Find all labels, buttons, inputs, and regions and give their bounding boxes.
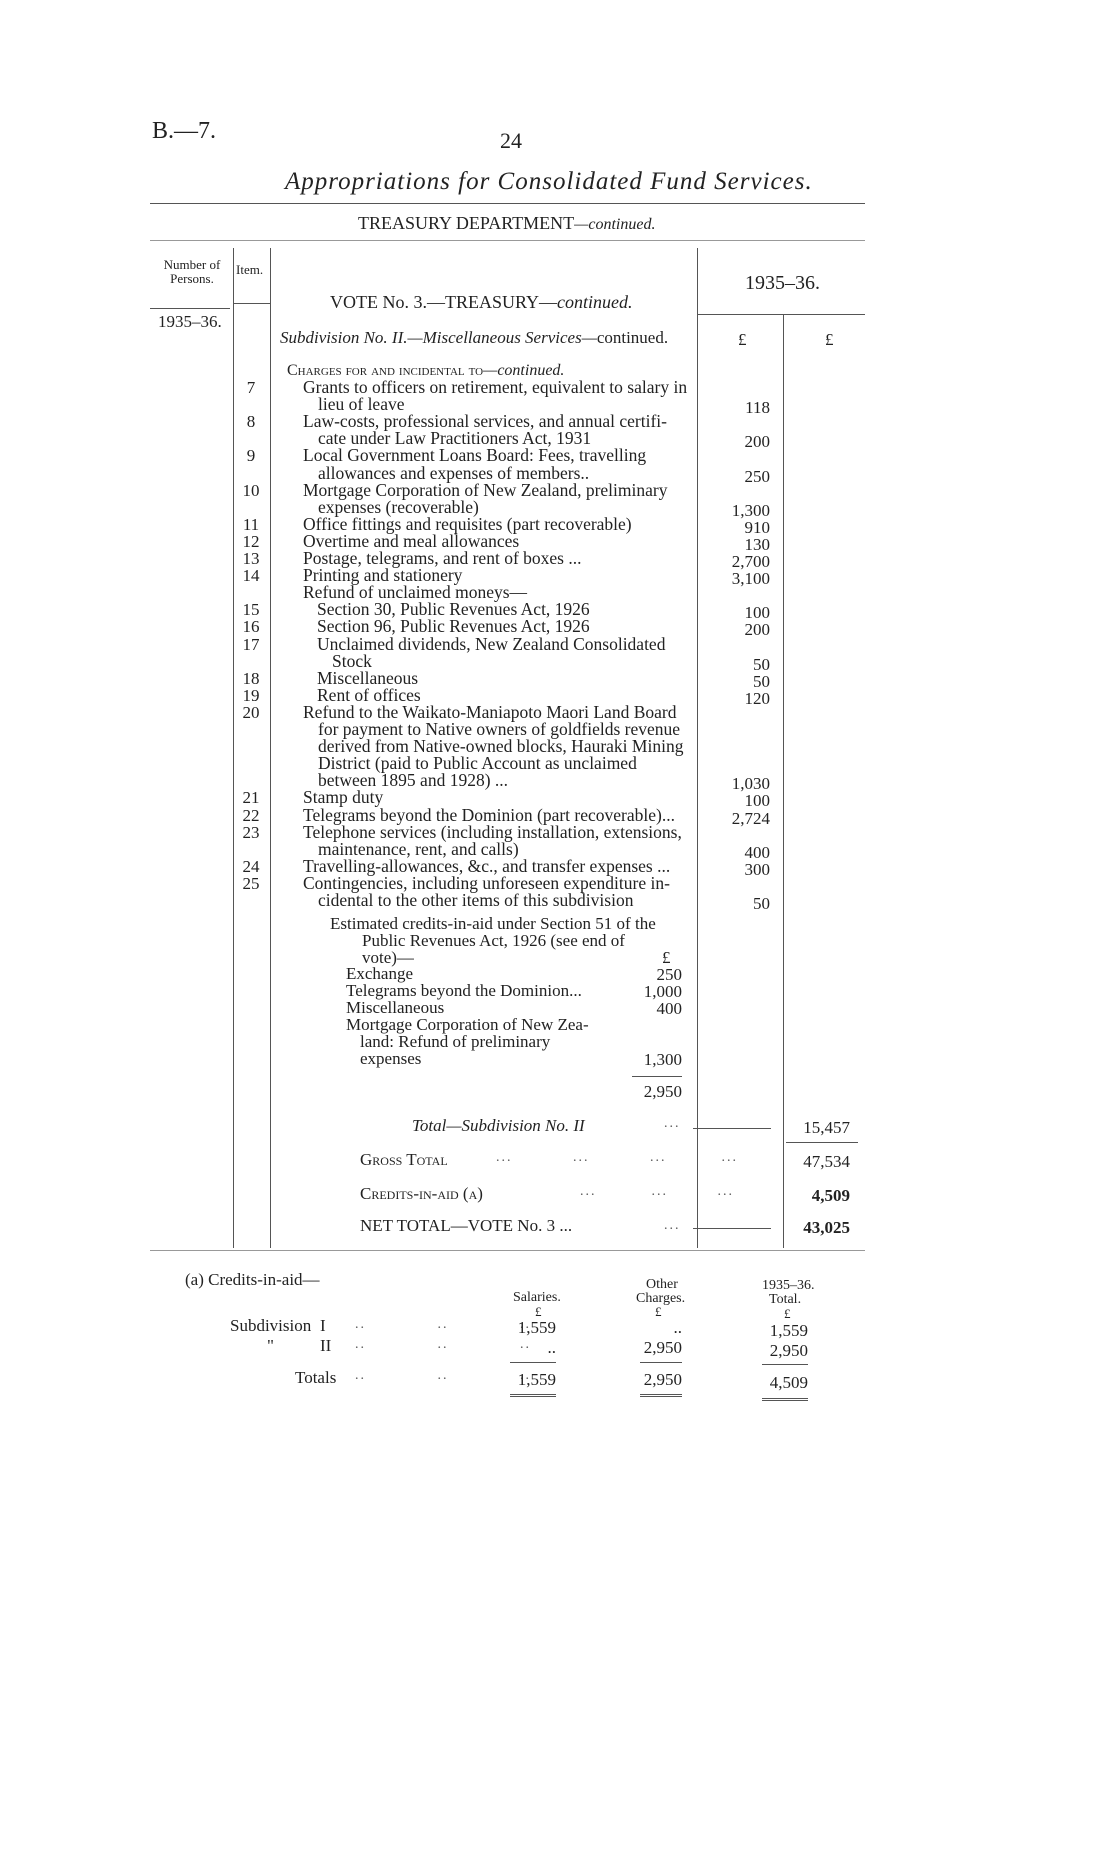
footnote-rule bbox=[640, 1394, 682, 1397]
persons-header-rule bbox=[150, 308, 230, 309]
pound-col-2: £ bbox=[825, 330, 834, 349]
footnote-col-salaries: Salaries. bbox=[513, 1290, 561, 1305]
credits-total-rule bbox=[632, 1076, 682, 1077]
item-number: 11 bbox=[242, 514, 260, 534]
footnote-row-number: II bbox=[320, 1336, 332, 1355]
item-description: Law-costs, professional services, and annual certifi- bbox=[303, 411, 667, 432]
charges-heading-text: Charges for and incidental to bbox=[287, 362, 484, 379]
item-description: cidental to the other items of this subdivision bbox=[318, 890, 634, 910]
pound-col-1: £ bbox=[738, 330, 747, 349]
footnote-row-total: 2,950 bbox=[769, 1341, 808, 1360]
item-number: 22 bbox=[242, 805, 260, 825]
footnote-col-other-2: Charges. bbox=[636, 1291, 686, 1306]
item-amount: 130 bbox=[744, 534, 770, 554]
item-description: Office fittings and requisites (part recoverable) bbox=[303, 513, 632, 534]
item-description: Rent of offices bbox=[317, 684, 421, 705]
item-number: 21 bbox=[242, 788, 260, 808]
item-description: for payment to Native owners of goldfields revenue bbox=[318, 719, 681, 739]
item-amount: 2,700 bbox=[731, 552, 770, 571]
col-rule-3 bbox=[697, 248, 698, 1248]
title-rule bbox=[150, 203, 865, 204]
item-number: 19 bbox=[242, 685, 260, 705]
credits-row-amount: 1,300 bbox=[643, 1050, 682, 1069]
department-continued: —continued. bbox=[574, 216, 656, 233]
footnote-row-other: 2,950 bbox=[643, 1338, 682, 1357]
footnote-col-other-1: Other bbox=[646, 1277, 678, 1292]
item-amount: 1,030 bbox=[731, 774, 770, 794]
footnote-row-label: Subdivision bbox=[230, 1316, 312, 1335]
item-header: Item. bbox=[236, 262, 264, 277]
footnote-totals-other: 2,950 bbox=[643, 1370, 682, 1389]
col-rule-1 bbox=[233, 248, 234, 1248]
credits-heading-line: vote)— bbox=[362, 948, 414, 967]
table-top-rule bbox=[150, 240, 865, 241]
item-number: 13 bbox=[242, 549, 260, 568]
item-description: District (paid to Public Account as unclaimed bbox=[318, 753, 637, 774]
footnote-rule bbox=[762, 1398, 808, 1401]
footnote-pound-3: £ bbox=[784, 1306, 791, 1321]
item-amount: 50 bbox=[753, 654, 770, 674]
item-amount: 910 bbox=[744, 517, 770, 537]
item-amount: 1,300 bbox=[731, 500, 770, 520]
year-right-header: 1935–36. bbox=[745, 272, 820, 294]
item-description: Telegrams beyond the Dominion (part recoverable)... bbox=[303, 804, 675, 825]
credits-in-aid-value: 4,509 bbox=[811, 1186, 850, 1205]
leader-dots: .. .. .. bbox=[355, 1368, 531, 1383]
item-number: 14 bbox=[242, 566, 260, 586]
item-description: lieu of leave bbox=[318, 394, 405, 415]
item-description: Section 96, Public Revenues Act, 1926 bbox=[317, 616, 590, 637]
gross-total-value: 47,534 bbox=[803, 1152, 850, 1171]
footnote-pound-2: £ bbox=[655, 1304, 662, 1319]
footnote-totals-total: 4,509 bbox=[769, 1373, 808, 1392]
item-amount: 3,100 bbox=[731, 569, 770, 589]
item-description: allowances and expenses of members.. bbox=[318, 462, 590, 483]
item-description: Travelling-allowances, &c., and transfer expenses ... bbox=[303, 855, 671, 876]
item-description: Local Government Loans Board: Fees, travelling bbox=[303, 445, 647, 466]
credits-row-label: land: Refund of preliminary bbox=[360, 1032, 551, 1051]
subdivision-title-continued: continued. bbox=[596, 328, 669, 347]
amount-header-rule bbox=[697, 314, 865, 315]
vote-title-text: VOTE No. 3.—TREASURY— bbox=[330, 292, 558, 312]
leader-dots: .. .. .. bbox=[355, 1337, 531, 1352]
credits-row-amount: 250 bbox=[656, 965, 682, 984]
footnote-title bbox=[185, 1270, 320, 1290]
item-amount: 2,724 bbox=[731, 808, 770, 828]
leader-dots: .. .. .. bbox=[355, 1317, 531, 1332]
footnote-rule bbox=[510, 1394, 556, 1397]
item-number: 25 bbox=[242, 873, 260, 893]
item-header-rule bbox=[233, 303, 270, 304]
item-number: 9 bbox=[246, 446, 256, 466]
item-description: Postage, telegrams, and rent of boxes ... bbox=[303, 548, 582, 568]
item-amount: 200 bbox=[744, 620, 770, 640]
item-description: Refund of unclaimed moneys— bbox=[303, 582, 528, 603]
item-number: 7 bbox=[246, 378, 256, 397]
footnote-pound-1: £ bbox=[535, 1304, 542, 1319]
credits-row-label: Mortgage Corporation of New Zea- bbox=[346, 1015, 589, 1034]
item-amount: 50 bbox=[753, 894, 770, 913]
item-description: cate under Law Practitioners Act, 1931 bbox=[318, 428, 592, 449]
item-number: 16 bbox=[242, 617, 260, 637]
item-description: Overtime and meal allowances bbox=[303, 530, 520, 551]
net-total-rule bbox=[693, 1228, 771, 1229]
net-total-value: 43,025 bbox=[803, 1218, 850, 1237]
subdivision-total-rule bbox=[693, 1128, 771, 1129]
credits-row-label: Telegrams beyond the Dominion... bbox=[346, 981, 582, 1000]
footnote-rule bbox=[762, 1364, 808, 1365]
charges-heading-continued: —continued. bbox=[483, 362, 565, 379]
item-amount: 100 bbox=[744, 791, 770, 811]
gross-total-label: Gross Total bbox=[360, 1150, 448, 1169]
footnote-col-year-1: 1935–36. bbox=[762, 1278, 815, 1293]
credits-heading-line: Estimated credits-in-aid under Section 51 of the bbox=[330, 914, 656, 933]
item-number: 17 bbox=[242, 634, 260, 654]
item-number: 24 bbox=[242, 856, 260, 876]
department-name: TREASURY DEPARTMENT bbox=[358, 213, 575, 233]
item-amount: 50 bbox=[753, 671, 770, 691]
credits-heading-line: Public Revenues Act, 1926 (see end of bbox=[362, 931, 625, 950]
item-description: Printing and stationery bbox=[303, 565, 463, 586]
leader-dots: ... bbox=[664, 1218, 681, 1233]
footnote-totals-label: Totals bbox=[295, 1368, 337, 1387]
item-number: 12 bbox=[242, 531, 260, 551]
item-amount: 118 bbox=[745, 398, 770, 418]
item-description: Stock bbox=[332, 650, 372, 671]
department-heading bbox=[358, 213, 655, 234]
vote-title bbox=[330, 292, 633, 313]
credits-row-label: Miscellaneous bbox=[346, 998, 445, 1017]
item-description: Stamp duty bbox=[303, 787, 384, 808]
footnote-row-number: I bbox=[320, 1316, 326, 1335]
item-description: maintenance, rent, and calls) bbox=[318, 838, 519, 859]
credits-row-amount: 1,000 bbox=[643, 982, 682, 1001]
footnote-row-label: " bbox=[267, 1336, 274, 1355]
item-description: Contingencies, including unforeseen expenditure in- bbox=[303, 872, 670, 893]
item-description: derived from Native-owned blocks, Hauraki Mining bbox=[318, 736, 684, 757]
vote-title-continued: continued. bbox=[557, 292, 633, 312]
subdivision-title bbox=[280, 328, 668, 348]
item-number: 8 bbox=[246, 412, 256, 432]
item-number: 18 bbox=[242, 668, 260, 688]
footnote-rule bbox=[640, 1362, 682, 1363]
footnote-row-other: .. bbox=[673, 1318, 682, 1337]
footnote-rule bbox=[510, 1362, 556, 1363]
item-description: Unclaimed dividends, New Zealand Consolidated bbox=[317, 633, 666, 654]
item-amount: 400 bbox=[744, 842, 770, 862]
leader-dots: ... ... ... ... bbox=[496, 1150, 738, 1165]
item-number: 23 bbox=[242, 822, 260, 842]
item-description: Miscellaneous bbox=[317, 667, 419, 688]
col-rule-2 bbox=[270, 248, 271, 1248]
subdivision-title-text: Subdivision No. II.—Miscellaneous Services— bbox=[280, 328, 597, 347]
item-description: Section 30, Public Revenues Act, 1926 bbox=[317, 599, 590, 620]
item-description: Grants to officers on retirement, equivalent to salary in bbox=[303, 377, 688, 397]
item-number: 20 bbox=[242, 702, 260, 722]
table-bottom-rule bbox=[150, 1250, 865, 1251]
col-rule-4 bbox=[783, 315, 784, 1248]
credits-pound: £ bbox=[662, 948, 671, 967]
subdivision-total-rule-2 bbox=[786, 1142, 858, 1143]
net-total-label: NET TOTAL—VOTE No. 3 ... bbox=[360, 1216, 573, 1235]
item-description: between 1895 and 1928) ... bbox=[318, 770, 509, 791]
item-description: Refund to the Waikato-Maniapoto Maori Land Board bbox=[303, 701, 677, 722]
subdivision-total-value: 15,457 bbox=[803, 1118, 850, 1137]
page-title: Appropriations for Consolidated Fund Services. bbox=[285, 168, 813, 195]
credits-row-label: expenses bbox=[360, 1049, 422, 1068]
footnote-row-salaries: 1,559 bbox=[517, 1318, 556, 1337]
item-description: expenses (recoverable) bbox=[318, 496, 479, 517]
item-description: Mortgage Corporation of New Zealand, preliminary bbox=[303, 479, 668, 500]
credits-total: 2,950 bbox=[643, 1082, 682, 1101]
footnote-title-text: (a) Credits-in-aid— bbox=[185, 1270, 320, 1289]
item-amount: 200 bbox=[744, 432, 770, 452]
year-left-header: 1935–36. bbox=[158, 312, 222, 331]
footnote-col-year-2: Total. bbox=[769, 1292, 802, 1307]
item-amount: 120 bbox=[744, 688, 770, 708]
credits-row-label: Exchange bbox=[346, 964, 414, 983]
item-amount: 100 bbox=[744, 603, 770, 623]
footnote-row-salaries: .. bbox=[547, 1338, 556, 1357]
credits-in-aid-label: Credits-in-aid (a) bbox=[360, 1184, 483, 1203]
item-number: 15 bbox=[242, 600, 260, 620]
leader-dots: ... ... ... bbox=[580, 1184, 734, 1199]
footnote-row-total: 1,559 bbox=[769, 1321, 808, 1340]
item-amount: 300 bbox=[744, 859, 770, 879]
page-number: 24 bbox=[500, 128, 522, 153]
item-number: 10 bbox=[242, 480, 260, 500]
leader-dots: ... bbox=[664, 1116, 681, 1131]
subdivision-total-label: Total—Subdivision No. II bbox=[412, 1116, 585, 1135]
document-ref: B.—7. bbox=[152, 118, 217, 144]
item-description: Telephone services (including installation, extensions, bbox=[303, 821, 682, 842]
item-amount: 250 bbox=[744, 466, 770, 486]
credits-row-amount: 400 bbox=[656, 999, 682, 1018]
number-of-persons-header: Number of Persons. bbox=[163, 257, 221, 286]
footnote-totals-salaries: 1,559 bbox=[517, 1370, 556, 1389]
